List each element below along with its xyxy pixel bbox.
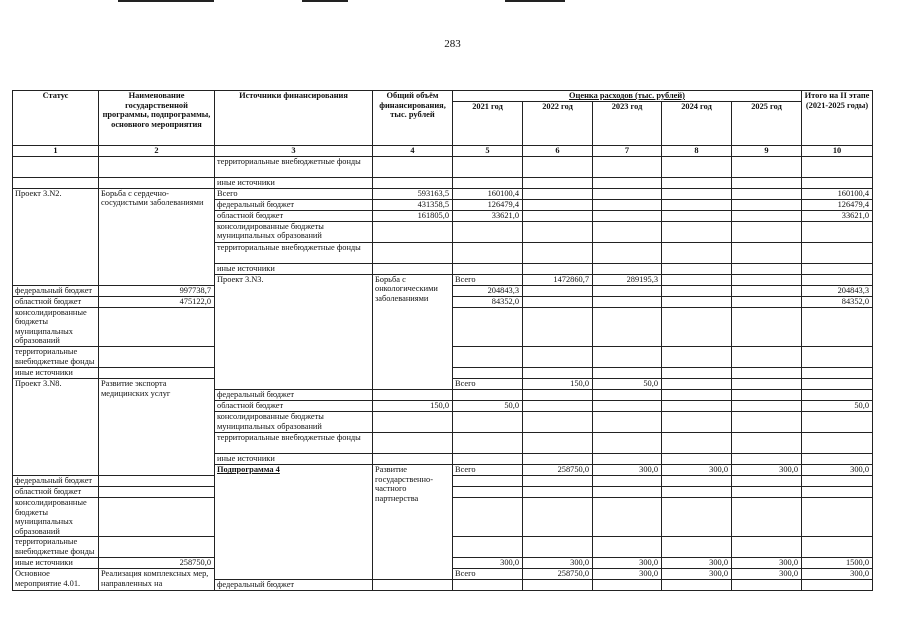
stage-total-cell: 160100,4 [802,188,873,199]
value-cell-y2022 [523,580,593,591]
value-cell-y2022 [523,221,593,242]
column-numbers [13,146,873,157]
value-cell-y2024: 300,0 [802,464,873,475]
stage-total-cell [802,346,873,367]
value-cell-total: 1472860,7 [523,274,593,285]
value-cell-total: 258750,0 [99,558,215,569]
value-cell-y2022: 300,0 [523,558,593,569]
program-name-cell: Борьба с сердечно-сосудистыми заболеваниями [99,188,215,285]
value-cell-total: 475122,0 [99,296,215,307]
value-cell-total [99,346,215,367]
value-cell-y2024 [662,497,732,536]
header-year-2021: 2021 год [453,102,523,146]
value-cell-y2025 [732,580,802,591]
value-cell-total: 161805,0 [373,210,453,221]
status-cell: Основное мероприятие 4.01. [13,569,99,591]
value-cell-y2025 [732,221,802,242]
value-cell-y2024 [662,263,732,274]
value-cell-y2023 [732,274,802,285]
value-cell-y2023 [593,188,662,199]
source-cell: областной бюджет [13,296,99,307]
value-cell-y2022 [523,346,593,367]
value-cell-y2021 [453,177,523,188]
value-cell-total [99,537,215,558]
stage-total-cell [802,307,873,346]
value-cell-y2024 [662,400,732,411]
value-cell-y2023 [593,263,662,274]
value-cell-y2025 [732,242,802,263]
value-cell-y2025 [732,285,802,296]
value-cell-y2025 [732,156,802,177]
value-cell-y2025 [732,177,802,188]
value-cell-y2023: 300,0 [732,569,802,580]
value-cell-total [373,389,453,400]
status-cell: Подпрограмма 4 [215,464,373,579]
value-cell-total [373,580,453,591]
value-cell-y2023 [593,411,662,432]
source-cell: Всего [453,464,523,475]
column-number-cell: 8 [662,146,732,157]
column-number-cell: 2 [99,146,215,157]
value-cell-y2022 [523,177,593,188]
value-cell-y2023: 300,0 [593,558,662,569]
value-cell-y2024: 300,0 [662,558,732,569]
source-cell: иные источники [215,453,373,464]
value-cell-y2023 [593,177,662,188]
value-cell-y2023 [593,367,662,378]
stage-total-cell [802,475,873,486]
value-cell-y2021 [453,497,523,536]
source-cell: иные источники [13,367,99,378]
page-number: 283 [444,38,461,50]
value-cell-y2021: 50,0 [453,400,523,411]
source-cell: областной бюджет [215,400,373,411]
program-name-cell: Развитие экспорта медицинских услуг [99,378,215,475]
column-number-cell: 1 [13,146,99,157]
value-cell-total [99,307,215,346]
value-cell-y2025 [732,537,802,558]
value-cell-y2021 [453,346,523,367]
source-cell: Всего [215,188,373,199]
financing-table [12,90,873,591]
value-cell-y2022 [523,486,593,497]
source-cell: территориальные внебюджетные фонды [215,242,373,263]
value-cell-y2023 [593,346,662,367]
header-total-volume: Общий объём финансирования, тыс. рублей [373,91,453,146]
value-cell-y2021 [453,537,523,558]
value-cell-y2024: 300,0 [802,569,873,580]
value-cell-y2022 [523,389,593,400]
value-cell-y2022 [523,307,593,346]
status-cell: Проект 3.N2. [13,188,99,285]
column-number-cell: 7 [593,146,662,157]
source-cell: областной бюджет [215,210,373,221]
source-cell: консолидированные бюджеты муниципальных образований [13,307,99,346]
value-cell-y2024 [662,389,732,400]
value-cell-y2021: 289195,3 [593,274,662,285]
value-cell-y2022 [523,199,593,210]
header-year-2023: 2023 год [593,102,662,146]
value-cell-y2021: 33621,0 [453,210,523,221]
value-cell-y2023 [593,453,662,464]
status-cell [13,156,99,177]
value-cell-y2021 [453,486,523,497]
value-cell-total [99,367,215,378]
value-cell-total [373,242,453,263]
value-cell-y2025 [732,486,802,497]
value-cell-y2021 [453,389,523,400]
value-cell-y2024 [662,537,732,558]
value-cell-y2021: 160100,4 [453,188,523,199]
column-number-cell: 3 [215,146,373,157]
value-cell-y2021: 50,0 [593,378,662,389]
stage-total-cell [802,389,873,400]
value-cell-y2023 [593,307,662,346]
stage-total-cell [802,580,873,591]
value-cell-y2025 [732,296,802,307]
value-cell-y2021: 300,0 [593,569,662,580]
value-cell-y2024 [662,285,732,296]
value-cell-y2025 [732,432,802,453]
value-cell-y2023 [593,389,662,400]
value-cell-y2021 [453,453,523,464]
value-cell-y2024 [662,221,732,242]
value-cell-total [373,263,453,274]
value-cell-total [373,432,453,453]
value-cell-y2024 [662,411,732,432]
stage-total-cell [802,453,873,464]
status-cell [13,177,99,188]
stage-total-cell [802,486,873,497]
value-cell-y2022 [523,210,593,221]
value-cell-total [99,486,215,497]
stage-total-cell [802,177,873,188]
value-cell-y2022 [523,497,593,536]
value-cell-y2023 [593,221,662,242]
value-cell-y2022 [523,263,593,274]
top-rule-left [118,0,214,2]
value-cell-total [99,497,215,536]
value-cell-total: 997738,7 [99,285,215,296]
header-stage-total: Итого на II этапе (2021-2025 годы) [802,91,873,146]
value-cell-y2022 [523,537,593,558]
value-cell-y2024 [662,188,732,199]
value-cell-y2023 [593,210,662,221]
source-cell: территориальные внебюджетные фонды [13,537,99,558]
value-cell-y2025 [732,307,802,346]
header-status: Статус [13,91,99,146]
value-cell-y2022 [523,188,593,199]
column-number-cell: 9 [732,146,802,157]
value-cell-y2022: 300,0 [662,464,732,475]
value-cell-total: 150,0 [373,400,453,411]
value-cell-y2024 [802,378,873,389]
source-cell: Всего [453,274,523,285]
value-cell-y2022 [523,432,593,453]
column-number-cell: 6 [523,146,593,157]
value-cell-y2023 [593,296,662,307]
program-name-cell: Реализация комплексных мер, направленных на [99,569,215,591]
value-cell-y2023 [593,400,662,411]
value-cell-y2024 [662,486,732,497]
source-cell: федеральный бюджет [215,580,373,591]
value-cell-y2021: 84352,0 [453,296,523,307]
value-cell-y2021 [453,221,523,242]
value-cell-y2024 [662,199,732,210]
stage-total-cell: 1500,0 [802,558,873,569]
value-cell-y2021 [453,263,523,274]
stage-total-cell [802,242,873,263]
value-cell-total [373,221,453,242]
program-name-cell [99,177,215,188]
value-cell-y2021 [453,367,523,378]
value-cell-y2024 [662,210,732,221]
header-year-2025: 2025 год [732,102,802,146]
stage-total-cell [802,411,873,432]
value-cell-y2023 [593,199,662,210]
value-cell-y2023 [732,378,802,389]
value-cell-y2022 [523,475,593,486]
stage-total-cell [802,497,873,536]
value-cell-y2023 [593,242,662,263]
value-cell-total [373,411,453,432]
value-cell-y2022 [523,411,593,432]
stage-total-cell: 126479,4 [802,199,873,210]
stage-total-cell: 33621,0 [802,210,873,221]
source-cell: территориальные внебюджетные фонды [13,346,99,367]
status-cell: Проект 3.N8. [13,378,99,475]
stage-total-cell: 204843,3 [802,285,873,296]
value-cell-total [373,453,453,464]
value-cell-total: 258750,0 [523,464,593,475]
value-cell-y2024 [662,242,732,263]
source-cell: консолидированные бюджеты муниципальных образований [13,497,99,536]
value-cell-y2024 [662,156,732,177]
value-cell-y2022 [523,296,593,307]
source-cell: федеральный бюджет [215,389,373,400]
stage-total-cell: 50,0 [802,400,873,411]
value-cell-y2025 [732,389,802,400]
value-cell-y2022 [523,367,593,378]
top-rule-mid [302,0,348,2]
program-name-cell: Развитие государственно-частного партнерства [373,464,453,579]
value-cell-y2023: 300,0 [732,464,802,475]
value-cell-y2025 [732,411,802,432]
value-cell-y2024 [662,432,732,453]
value-cell-y2023 [593,156,662,177]
source-cell: иные источники [215,263,373,274]
value-cell-y2023 [593,537,662,558]
value-cell-y2021 [453,432,523,453]
header-name: Наименование государственной программы, подпрограммы, основного мероприятия [99,91,215,146]
stage-total-cell [802,156,873,177]
value-cell-y2023 [593,475,662,486]
stage-total-cell: 84352,0 [802,296,873,307]
top-rule-right [505,0,565,2]
value-cell-y2025 [732,210,802,221]
value-cell-y2021 [453,580,523,591]
value-cell-y2025 [732,453,802,464]
source-cell: федеральный бюджет [13,285,99,296]
stage-total-cell [802,537,873,558]
value-cell-y2024 [662,346,732,367]
value-cell-y2024 [662,475,732,486]
value-cell-y2025 [732,188,802,199]
value-cell-y2021 [453,411,523,432]
value-cell-total: 593163,5 [373,188,453,199]
stage-total-cell [802,432,873,453]
source-cell: территориальные внебюджетные фонды [215,156,373,177]
table-row [13,177,873,188]
source-cell: Всего [453,569,523,580]
value-cell-y2025 [732,263,802,274]
column-number-cell: 10 [802,146,873,157]
value-cell-y2025 [732,367,802,378]
column-number-cell: 5 [453,146,523,157]
value-cell-y2025 [732,497,802,536]
value-cell-y2024 [662,307,732,346]
value-cell-y2024 [662,580,732,591]
value-cell-y2021: 300,0 [593,464,662,475]
column-number-cell: 4 [373,146,453,157]
header-year-2022: 2022 год [523,102,593,146]
source-cell: иные источники [13,558,99,569]
value-cell-y2025 [732,346,802,367]
stage-total-cell [802,263,873,274]
value-cell-y2024 [662,177,732,188]
value-cell-y2022 [662,274,732,285]
value-cell-y2021 [453,307,523,346]
value-cell-y2021 [453,156,523,177]
value-cell-y2022 [523,400,593,411]
value-cell-y2024 [662,453,732,464]
value-cell-total: 258750,0 [523,569,593,580]
table-body [13,156,873,591]
value-cell-y2021 [453,242,523,263]
value-cell-y2022: 300,0 [662,569,732,580]
value-cell-y2023 [593,486,662,497]
header-estimate: Оценка расходов (тыс. рублей) [453,91,802,102]
source-cell: федеральный бюджет [13,475,99,486]
value-cell-total [373,156,453,177]
value-cell-y2022 [523,453,593,464]
value-cell-y2021: 300,0 [453,558,523,569]
value-cell-y2024 [802,274,873,285]
value-cell-total [99,475,215,486]
stage-total-cell [802,367,873,378]
value-cell-y2023 [593,580,662,591]
table-row [13,188,873,199]
value-cell-y2021 [453,475,523,486]
source-cell: областной бюджет [13,486,99,497]
value-cell-y2025 [732,199,802,210]
source-cell: иные источники [215,177,373,188]
status-cell: Проект 3.N3. [215,274,373,389]
value-cell-y2021: 204843,3 [453,285,523,296]
value-cell-y2021: 126479,4 [453,199,523,210]
value-cell-y2025: 300,0 [732,558,802,569]
program-name-cell [99,156,215,177]
header-sources: Источники финансирования [215,91,373,146]
source-cell: Всего [453,378,523,389]
value-cell-y2025 [732,400,802,411]
table-row [13,156,873,177]
program-name-cell: Борьба с онкологическими заболеваниями [373,274,453,389]
source-cell: консолидированные бюджеты муниципальных образований [215,221,373,242]
value-cell-y2025 [732,475,802,486]
value-cell-y2022 [662,378,732,389]
value-cell-y2024 [662,367,732,378]
value-cell-y2022 [523,156,593,177]
source-cell: консолидированные бюджеты муниципальных образований [215,411,373,432]
value-cell-y2023 [593,497,662,536]
source-cell: территориальные внебюджетные фонды [215,432,373,453]
value-cell-total: 431358,5 [373,199,453,210]
value-cell-y2023 [593,285,662,296]
value-cell-y2023 [593,432,662,453]
stage-total-cell [802,221,873,242]
value-cell-y2022 [523,285,593,296]
value-cell-y2024 [662,296,732,307]
source-cell: федеральный бюджет [215,199,373,210]
value-cell-total: 150,0 [523,378,593,389]
value-cell-total [373,177,453,188]
header-year-2024: 2024 год [662,102,732,146]
value-cell-y2022 [523,242,593,263]
